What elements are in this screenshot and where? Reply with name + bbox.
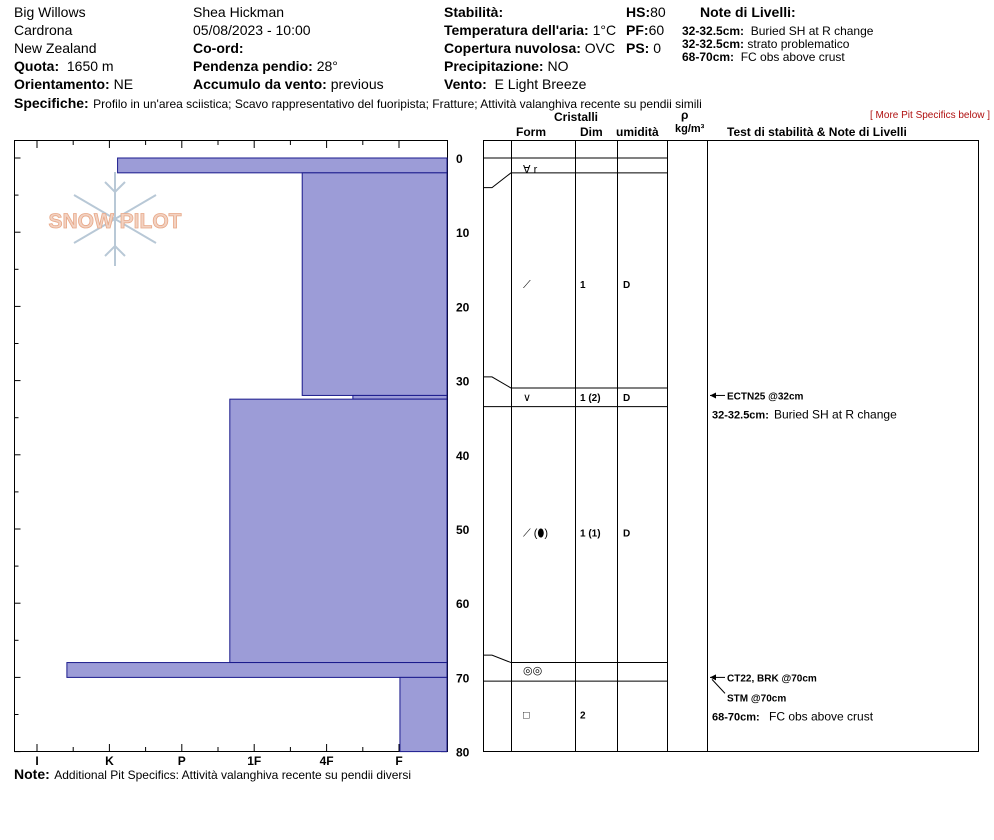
x-tick-label: K bbox=[105, 754, 114, 768]
pf: PF:60 bbox=[626, 22, 665, 38]
more-specifics-link[interactable]: [ More Pit Specifics below ] bbox=[870, 110, 991, 121]
observer: Shea Hickman bbox=[193, 4, 285, 20]
layer-note: 32-32.5cm: Buried SH at R change bbox=[682, 24, 874, 38]
test-result: CT22, BRK @70cm bbox=[727, 673, 817, 685]
crystal-moisture: D bbox=[623, 280, 631, 292]
density-unit-header: kg/m³ bbox=[675, 123, 705, 135]
x-tick-label: F bbox=[395, 754, 403, 768]
x-tick-label: P bbox=[177, 754, 186, 768]
note-range: 68-70cm: bbox=[712, 711, 760, 724]
hardness-bar bbox=[353, 395, 447, 399]
moisture-header: umidità bbox=[616, 125, 659, 139]
wind: Vento: E Light Breeze bbox=[444, 76, 587, 92]
cloud-cover: Copertura nuvolosa: OVC bbox=[444, 40, 616, 56]
stability-test bbox=[710, 391, 804, 402]
ps: PS: 0 bbox=[626, 40, 662, 56]
air-temp: Temperatura dell'aria: 1°C bbox=[444, 22, 617, 38]
layer-notes-title: Note di Livelli: bbox=[700, 4, 796, 20]
crystal-row bbox=[523, 665, 542, 677]
crystal-form-symbol: ∀ r bbox=[523, 164, 538, 177]
note-range: 32-32.5cm: bbox=[712, 409, 769, 422]
crystal-form-symbol: ∨ bbox=[523, 391, 532, 404]
note-text: FC obs above crust bbox=[769, 709, 874, 724]
rho-header: ρ bbox=[681, 108, 689, 122]
profile-layer-note bbox=[712, 407, 897, 421]
test-result: STM @70cm bbox=[727, 693, 787, 705]
crystal-size: 2 bbox=[580, 710, 586, 722]
hardness-bar bbox=[230, 399, 447, 662]
crystal-size: 1 (2) bbox=[580, 392, 601, 404]
aspect: Orientamento: NE bbox=[14, 76, 134, 92]
crystal-moisture: D bbox=[623, 528, 631, 540]
footer-note: Note: Additional Pit Specifics: Attività valanghiva recente su pendii diversi bbox=[14, 766, 412, 782]
crystal-form-symbol: ⟋ (⬮) bbox=[523, 527, 548, 540]
region: Cardrona bbox=[14, 22, 73, 38]
stability-test bbox=[710, 673, 817, 684]
y-tick-label: 70 bbox=[456, 671, 470, 686]
crystal-row bbox=[523, 710, 586, 722]
crystals-header: Cristalli bbox=[554, 110, 599, 124]
y-tick-label: 30 bbox=[456, 374, 470, 389]
x-tick-label: I bbox=[35, 754, 39, 768]
coord-label: Co-ord: bbox=[193, 40, 244, 56]
location-name: Big Willows bbox=[14, 4, 86, 20]
test-arrow bbox=[712, 679, 725, 693]
crystal-row bbox=[523, 528, 630, 540]
form-header: Form bbox=[516, 125, 546, 139]
crystal-table-frame bbox=[484, 141, 979, 752]
specifics: Specifiche: Profilo in un'area sciistica; Scavo rappresentativo del fuoripista; Fratture; Attività valanghiva recente su pendii simili bbox=[14, 95, 702, 111]
hardness-bar bbox=[400, 677, 447, 751]
crystal-moisture: D bbox=[623, 392, 631, 404]
wind-loading: Accumulo da vento: previous bbox=[193, 76, 384, 92]
hardness-bar bbox=[302, 173, 447, 396]
crystal-row bbox=[523, 279, 630, 291]
elevation: Quota: 1650 m bbox=[14, 58, 114, 74]
layer-note: 68-70cm: FC obs above crust bbox=[682, 50, 845, 64]
logo-text: SNOW PILOT bbox=[48, 210, 182, 233]
crystal-form-symbol: ◎◎ bbox=[523, 664, 543, 677]
country: New Zealand bbox=[14, 40, 97, 56]
profile-layer-note bbox=[712, 709, 874, 723]
snowpilot-logo bbox=[49, 172, 182, 266]
hardness-bar bbox=[118, 158, 447, 173]
y-tick-label: 60 bbox=[456, 597, 470, 612]
stability-label: Stabilità: bbox=[444, 4, 504, 20]
test-result: ECTN25 @32cm bbox=[727, 391, 804, 403]
crystal-form-symbol: ⟋ bbox=[523, 279, 531, 292]
crystal-size: 1 (1) bbox=[580, 528, 601, 540]
y-tick-label: 20 bbox=[456, 300, 470, 315]
x-tick-label: 1F bbox=[247, 754, 262, 768]
slope: Pendenza pendio: 28° bbox=[193, 58, 338, 74]
precipitation: Precipitazione: NO bbox=[444, 58, 569, 74]
note-text: Buried SH at R change bbox=[774, 407, 897, 422]
hs: HS:80 bbox=[626, 4, 666, 20]
layer-note: 32-32.5cm: strato problematico bbox=[682, 37, 850, 51]
crystal-row bbox=[523, 164, 538, 176]
tests-notes-header: Test di stabilità & Note di Livelli bbox=[727, 125, 907, 139]
datetime: 05/08/2023 - 10:00 bbox=[193, 22, 311, 38]
crystal-form-symbol: □ bbox=[523, 709, 530, 722]
y-tick-label: 10 bbox=[456, 226, 470, 241]
test-arrowhead bbox=[710, 392, 716, 398]
y-tick-label: 40 bbox=[456, 448, 470, 463]
y-tick-label: 0 bbox=[456, 152, 463, 166]
test-arrowhead bbox=[710, 674, 716, 680]
y-tick-label: 50 bbox=[456, 523, 470, 537]
crystal-row bbox=[523, 392, 630, 404]
x-tick-label: 4F bbox=[319, 754, 334, 768]
crystal-size: 1 bbox=[580, 280, 586, 292]
hardness-bar bbox=[67, 663, 447, 678]
y-tick-label: 80 bbox=[456, 745, 470, 760]
size-header: Dim bbox=[580, 125, 603, 139]
